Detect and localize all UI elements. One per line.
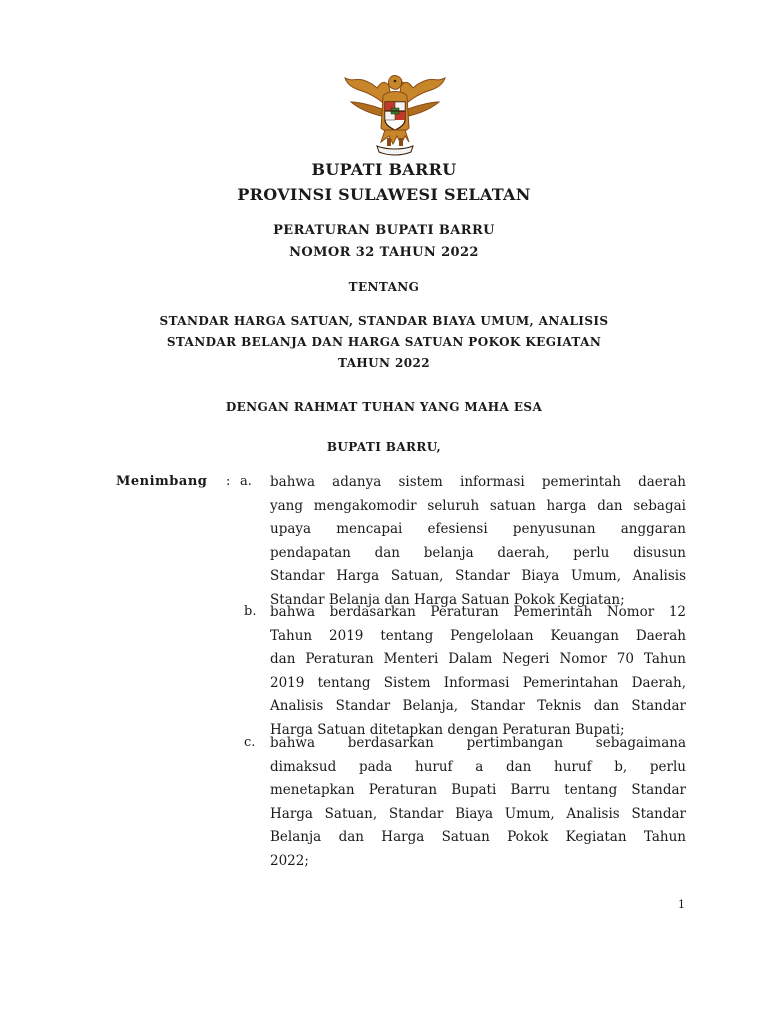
item-line: Tahun 2019 tentang Pengelolaan Keuangan Daerah	[270, 627, 686, 644]
item-line: bahwa berdasarkan pertimbangan sebagaimana	[270, 735, 686, 751]
item-line: Harga Satuan ditetapkan dengan Peraturan Bupati;	[270, 721, 625, 738]
considering-item-a	[270, 471, 686, 612]
menimbang-colon: :	[226, 474, 231, 489]
item-line: dimaksud pada huruf a dan huruf b, perlu	[270, 758, 686, 775]
regulation-type: PERATURAN BUPATI BARRU	[273, 223, 495, 238]
subject-line: STANDAR BELANJA DAN HARGA SATUAN POKOK KEGIATAN	[166, 335, 602, 349]
item-line: Harga Satuan, Standar Biaya Umum, Analisis Standar	[270, 805, 686, 822]
item-line: bahwa berdasarkan Peraturan Pemerintah Nomor 12	[270, 604, 686, 620]
authority-heading: BUPATI BARRU,	[326, 440, 442, 454]
item-line: 2019 tentang Sistem Informasi Pemerintahan Daerah,	[270, 674, 686, 691]
subject-line: TAHUN 2022	[338, 356, 430, 370]
considering-item-c	[270, 732, 686, 873]
item-line: menetapkan Peraturan Bupati Barru tentang Standar	[270, 782, 686, 798]
item-line: Analisis Standar Belanja, Standar Teknis dan Standar	[270, 698, 686, 714]
considering-item-b	[270, 601, 686, 742]
about-label: TENTANG	[348, 280, 420, 294]
item-line: dan Peraturan Menteri Dalam Negeri Nomor 70 Tahun	[270, 651, 686, 667]
menimbang-label: Menimbang	[116, 474, 208, 489]
item-line: upaya mencapai efesiensi penyusunan anggaran	[270, 521, 686, 537]
regulation-number: NOMOR 32 TAHUN 2022	[289, 245, 479, 260]
item-line: 2022;	[270, 852, 309, 869]
item-letter-a: a.	[240, 474, 252, 489]
item-line: Standar Belanja dan Harga Satuan Pokok Kegiatan;	[270, 591, 625, 608]
item-letter-b: b.	[244, 604, 257, 619]
subject-line: STANDAR HARGA SATUAN, STANDAR BIAYA UMUM, ANALISIS	[159, 314, 609, 328]
item-line: yang mengakomodir seluruh satuan harga dan sebagai	[270, 497, 686, 514]
item-line: bahwa adanya sistem informasi pemerintah daerah	[270, 474, 686, 490]
item-letter-c: c.	[244, 735, 256, 750]
regent-title: BUPATI BARRU	[311, 160, 457, 179]
province-title: PROVINSI SULAWESI SELATAN	[237, 185, 531, 204]
preamble: DENGAN RAHMAT TUHAN YANG MAHA ESA	[225, 400, 543, 414]
item-line: Standar Harga Satuan, Standar Biaya Umum, Analisis	[270, 568, 686, 584]
garuda-emblem-icon	[343, 72, 447, 156]
item-line: Belanja dan Harga Satuan Pokok Kegiatan Tahun	[270, 829, 686, 845]
page-number: 1	[678, 898, 685, 911]
item-line: pendapatan dan belanja daerah, perlu disusun	[270, 544, 686, 561]
